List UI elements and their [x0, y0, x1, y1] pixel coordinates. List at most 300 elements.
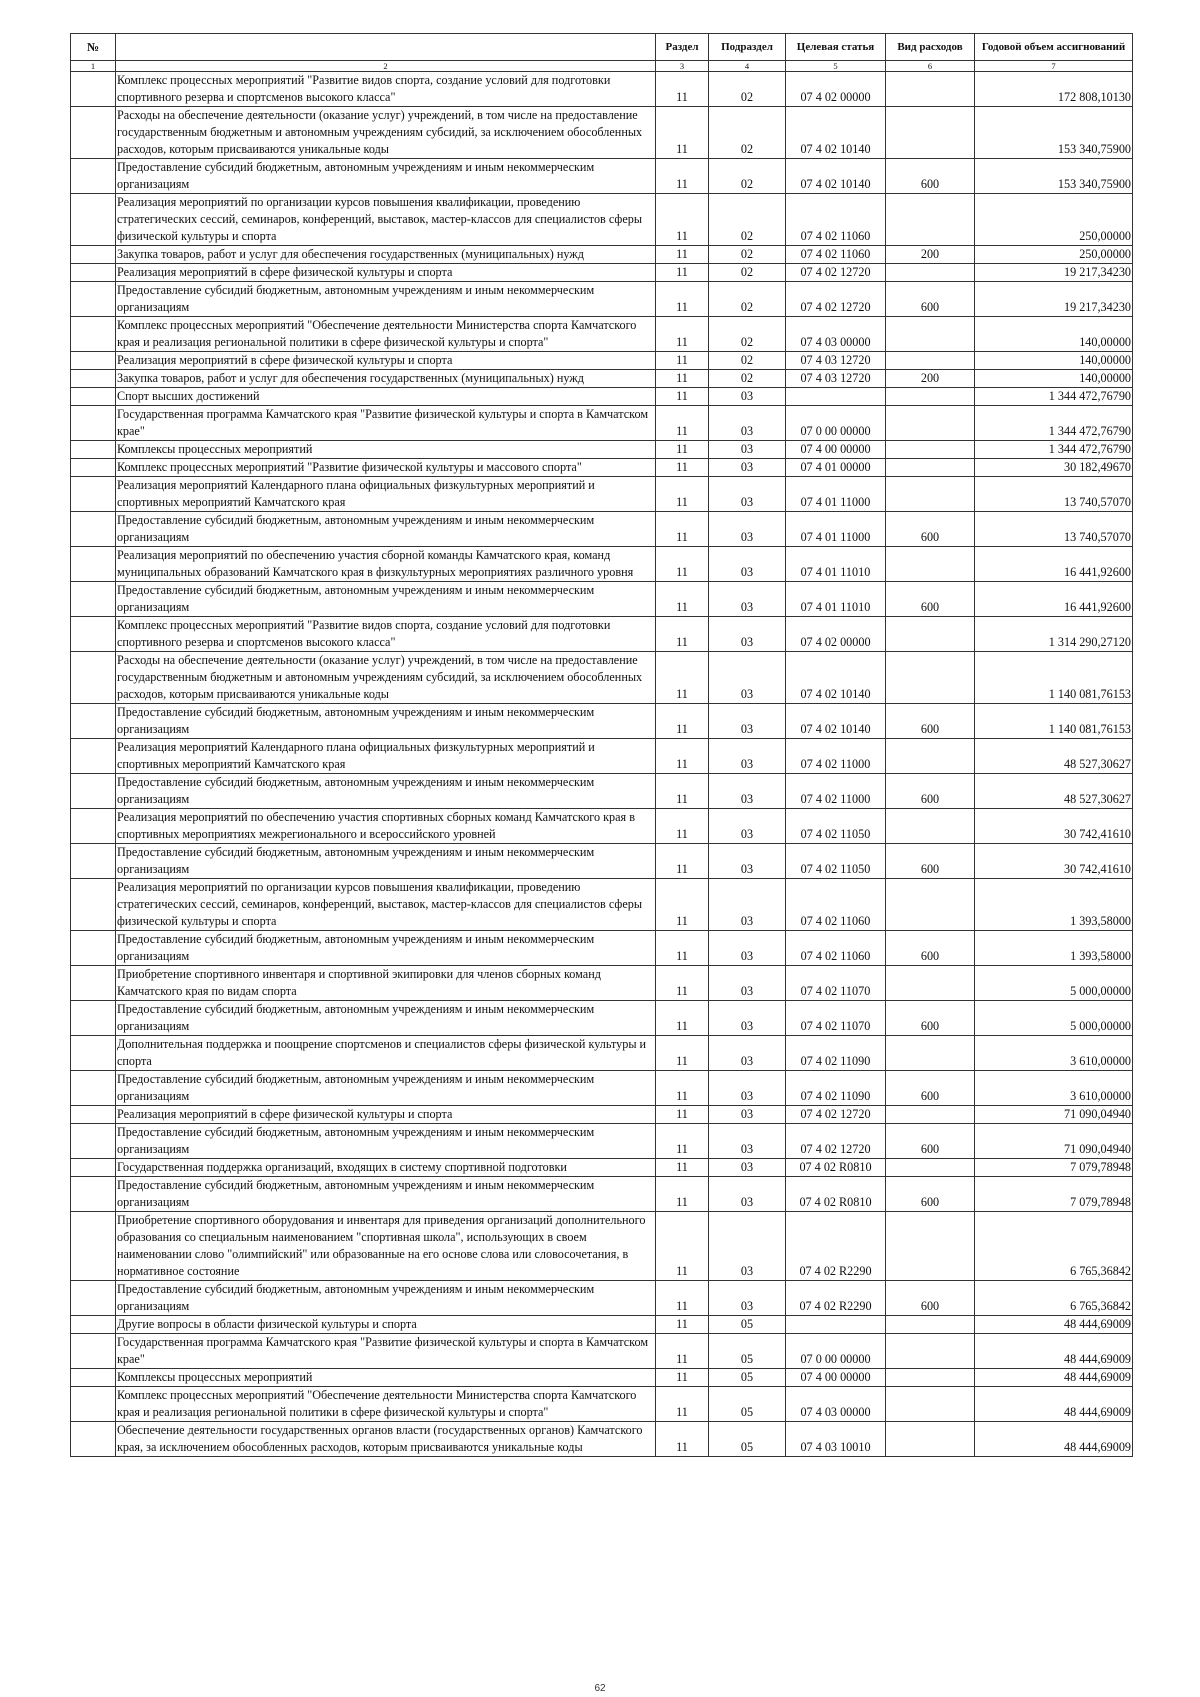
- cell-summa: 1 314 290,27120: [975, 617, 1133, 652]
- cell-razdel: 11: [656, 931, 709, 966]
- table-row: [71, 264, 1133, 282]
- table-row: [71, 582, 1133, 617]
- cell-summa: 250,00000: [975, 246, 1133, 264]
- table-row: [71, 739, 1133, 774]
- cell-razdel: 11: [656, 512, 709, 547]
- cell-summa: 16 441,92600: [975, 582, 1133, 617]
- cell-no: [71, 1036, 116, 1071]
- cell-summa: 1 140 081,76153: [975, 704, 1133, 739]
- cell-no: [71, 547, 116, 582]
- cell-summa: 71 090,04940: [975, 1124, 1133, 1159]
- cell-vid: [886, 388, 975, 406]
- cell-no: [71, 406, 116, 441]
- cell-celevaya: 07 0 00 00000: [786, 1334, 886, 1369]
- cell-celevaya: 07 4 02 11060: [786, 194, 886, 246]
- cell-razdel: 11: [656, 1036, 709, 1071]
- cell-vid: 600: [886, 774, 975, 809]
- cell-razdel: 11: [656, 774, 709, 809]
- table-row: [71, 617, 1133, 652]
- cell-no: [71, 1159, 116, 1177]
- table-row: [71, 1369, 1133, 1387]
- cell-celevaya: [786, 1316, 886, 1334]
- cell-celevaya: 07 4 01 11000: [786, 512, 886, 547]
- cell-name: Расходы на обеспечение деятельности (оказание услуг) учреждений, в том числе на предоставление государственным бюджетным и автономным учреждениям субсидий, за исключением обособленных расходов, которым присваиваются уникальные коды: [116, 652, 656, 704]
- cell-name: Реализация мероприятий по организации курсов повышения квалификации, проведению стратегических сессий, семинаров, конференций, выставок, мастер-классов для специалистов сферы физической культуры и спорта: [116, 194, 656, 246]
- cell-name: Закупка товаров, работ и услуг для обеспечения государственных (муниципальных) нужд: [116, 370, 656, 388]
- header-summa: Годовой объем ассигнований: [975, 34, 1133, 61]
- table-row: [71, 1387, 1133, 1422]
- cell-name: Реализация мероприятий в сфере физической культуры и спорта: [116, 264, 656, 282]
- cell-podrazdel: 03: [709, 582, 786, 617]
- cell-razdel: 11: [656, 1334, 709, 1369]
- cell-razdel: 11: [656, 1281, 709, 1316]
- cell-summa: 13 740,57070: [975, 477, 1133, 512]
- cell-vid: 600: [886, 1001, 975, 1036]
- cell-name: Спорт высших достижений: [116, 388, 656, 406]
- table-row: [71, 1106, 1133, 1124]
- cell-no: [71, 1387, 116, 1422]
- cell-summa: 5 000,00000: [975, 966, 1133, 1001]
- table-row: [71, 1071, 1133, 1106]
- cell-name: Приобретение спортивного оборудования и инвентаря для приведения организаций дополнительного образования со специальным наименованием "спортивная школа", использующих в своем наименовании слово "олимпийский" или образованные на его основе слова или словосочетания, в нормативное состояние: [116, 1212, 656, 1281]
- cell-celevaya: 07 4 02 R0810: [786, 1159, 886, 1177]
- cell-name: Государственная программа Камчатского края "Развитие физической культуры и спорта в Камчатском крае": [116, 406, 656, 441]
- cell-razdel: 11: [656, 441, 709, 459]
- cell-podrazdel: 02: [709, 282, 786, 317]
- table-header: [71, 34, 1133, 72]
- cell-razdel: 11: [656, 477, 709, 512]
- cell-vid: 600: [886, 1177, 975, 1212]
- cell-name: Предоставление субсидий бюджетным, автономным учреждениям и иным некоммерческим организациям: [116, 159, 656, 194]
- cell-razdel: 11: [656, 1124, 709, 1159]
- cell-no: [71, 844, 116, 879]
- cell-celevaya: 07 4 02 10140: [786, 704, 886, 739]
- cell-no: [71, 282, 116, 317]
- header-vid: Вид расходов: [886, 34, 975, 61]
- cell-no: [71, 441, 116, 459]
- cell-vid: [886, 547, 975, 582]
- cell-podrazdel: 03: [709, 406, 786, 441]
- cell-name: Государственная поддержка организаций, входящих в систему спортивной подготовки: [116, 1159, 656, 1177]
- cell-no: [71, 1334, 116, 1369]
- cell-vid: 600: [886, 282, 975, 317]
- cell-razdel: 11: [656, 1422, 709, 1457]
- cell-podrazdel: 05: [709, 1316, 786, 1334]
- cell-name: Предоставление субсидий бюджетным, автономным учреждениям и иным некоммерческим организациям: [116, 704, 656, 739]
- cell-celevaya: 07 4 03 00000: [786, 317, 886, 352]
- cell-razdel: 11: [656, 582, 709, 617]
- cell-podrazdel: 03: [709, 477, 786, 512]
- header-name: [116, 34, 656, 61]
- cell-name: Предоставление субсидий бюджетным, автономным учреждениям и иным некоммерческим организациям: [116, 1071, 656, 1106]
- cell-name: Предоставление субсидий бюджетным, автономным учреждениям и иным некоммерческим организациям: [116, 1177, 656, 1212]
- cell-podrazdel: 02: [709, 72, 786, 107]
- cell-podrazdel: 03: [709, 1071, 786, 1106]
- table-row: [71, 282, 1133, 317]
- cell-name: Комплекс процессных мероприятий "Обеспечение деятельности Министерства спорта Камчатского края и реализация региональной политики в сфере физической культуры и спорта": [116, 1387, 656, 1422]
- table-row: [71, 931, 1133, 966]
- cell-no: [71, 617, 116, 652]
- cell-summa: 48 444,69009: [975, 1387, 1133, 1422]
- table-row: [71, 459, 1133, 477]
- cell-no: [71, 370, 116, 388]
- cell-summa: 140,00000: [975, 370, 1133, 388]
- table-row: [71, 1316, 1133, 1334]
- cell-vid: [886, 406, 975, 441]
- cell-name: Реализация мероприятий по организации курсов повышения квалификации, проведению стратегических сессий, семинаров, конференций, выставок, мастер-классов для специалистов сферы физической культуры и спорта: [116, 879, 656, 931]
- cell-no: [71, 107, 116, 159]
- cell-no: [71, 582, 116, 617]
- cell-vid: 600: [886, 704, 975, 739]
- cell-summa: 19 217,34230: [975, 282, 1133, 317]
- cell-name: Комплекс процессных мероприятий "Развитие видов спорта, создание условий для подготовки спортивного резерва и спортсменов высокого класса": [116, 617, 656, 652]
- cell-summa: 1 393,58000: [975, 879, 1133, 931]
- cell-podrazdel: 03: [709, 966, 786, 1001]
- cell-no: [71, 966, 116, 1001]
- cell-no: [71, 317, 116, 352]
- cell-celevaya: 07 4 02 11090: [786, 1036, 886, 1071]
- cell-no: [71, 477, 116, 512]
- cell-vid: [886, 317, 975, 352]
- cell-razdel: 11: [656, 1212, 709, 1281]
- column-number: 6: [886, 61, 975, 72]
- cell-vid: 600: [886, 1281, 975, 1316]
- cell-summa: 1 140 081,76153: [975, 652, 1133, 704]
- cell-name: Предоставление субсидий бюджетным, автономным учреждениям и иным некоммерческим организациям: [116, 1001, 656, 1036]
- cell-vid: [886, 477, 975, 512]
- table-row: [71, 652, 1133, 704]
- cell-razdel: 11: [656, 1387, 709, 1422]
- cell-summa: 1 344 472,76790: [975, 441, 1133, 459]
- cell-summa: 30 182,49670: [975, 459, 1133, 477]
- cell-celevaya: 07 4 02 10140: [786, 652, 886, 704]
- cell-razdel: 11: [656, 1106, 709, 1124]
- cell-razdel: 11: [656, 246, 709, 264]
- cell-summa: 3 610,00000: [975, 1071, 1133, 1106]
- cell-summa: 1 393,58000: [975, 931, 1133, 966]
- cell-podrazdel: 03: [709, 512, 786, 547]
- cell-vid: [886, 441, 975, 459]
- cell-no: [71, 388, 116, 406]
- cell-podrazdel: 03: [709, 441, 786, 459]
- cell-razdel: 11: [656, 282, 709, 317]
- cell-no: [71, 704, 116, 739]
- cell-razdel: 11: [656, 72, 709, 107]
- cell-razdel: 11: [656, 1001, 709, 1036]
- cell-name: Предоставление субсидий бюджетным, автономным учреждениям и иным некоммерческим организациям: [116, 774, 656, 809]
- cell-podrazdel: 02: [709, 107, 786, 159]
- cell-razdel: 11: [656, 966, 709, 1001]
- column-number: 7: [975, 61, 1133, 72]
- cell-no: [71, 459, 116, 477]
- cell-summa: 48 444,69009: [975, 1422, 1133, 1457]
- cell-name: Реализация мероприятий в сфере физической культуры и спорта: [116, 352, 656, 370]
- cell-vid: [886, 107, 975, 159]
- cell-no: [71, 1124, 116, 1159]
- cell-summa: 1 344 472,76790: [975, 388, 1133, 406]
- cell-no: [71, 1212, 116, 1281]
- cell-no: [71, 512, 116, 547]
- cell-vid: 600: [886, 512, 975, 547]
- table-row: [71, 159, 1133, 194]
- cell-podrazdel: 02: [709, 264, 786, 282]
- cell-celevaya: 07 4 02 11070: [786, 966, 886, 1001]
- cell-podrazdel: 03: [709, 1124, 786, 1159]
- cell-celevaya: 07 4 02 12720: [786, 1124, 886, 1159]
- cell-vid: [886, 1334, 975, 1369]
- cell-name: Реализация мероприятий по обеспечению участия спортивных сборных команд Камчатского края в спортивных мероприятиях межрегионального и всероссийского уровней: [116, 809, 656, 844]
- cell-no: [71, 739, 116, 774]
- cell-celevaya: 07 4 03 12720: [786, 352, 886, 370]
- cell-celevaya: 07 4 02 12720: [786, 282, 886, 317]
- cell-no: [71, 1106, 116, 1124]
- cell-no: [71, 652, 116, 704]
- cell-vid: [886, 809, 975, 844]
- cell-podrazdel: 03: [709, 617, 786, 652]
- cell-no: [71, 1001, 116, 1036]
- cell-vid: [886, 264, 975, 282]
- cell-name: Приобретение спортивного инвентаря и спортивной экипировки для членов сборных команд Камчатского края по видам спорта: [116, 966, 656, 1001]
- cell-summa: 5 000,00000: [975, 1001, 1133, 1036]
- table-row: [71, 317, 1133, 352]
- cell-name: Предоставление субсидий бюджетным, автономным учреждениям и иным некоммерческим организациям: [116, 582, 656, 617]
- cell-podrazdel: 02: [709, 352, 786, 370]
- cell-vid: [886, 1369, 975, 1387]
- cell-vid: 600: [886, 582, 975, 617]
- cell-summa: 48 444,69009: [975, 1334, 1133, 1369]
- cell-podrazdel: 02: [709, 246, 786, 264]
- cell-vid: [886, 459, 975, 477]
- cell-vid: [886, 1106, 975, 1124]
- cell-razdel: 11: [656, 739, 709, 774]
- cell-vid: [886, 1316, 975, 1334]
- cell-name: Расходы на обеспечение деятельности (оказание услуг) учреждений, в том числе на предоставление государственным бюджетным и автономным учреждениям субсидий, за исключением обособленных расходов, которым присваиваются уникальные коды: [116, 107, 656, 159]
- cell-podrazdel: 05: [709, 1334, 786, 1369]
- cell-name: Предоставление субсидий бюджетным, автономным учреждениям и иным некоммерческим организациям: [116, 931, 656, 966]
- cell-summa: 48 527,30627: [975, 774, 1133, 809]
- cell-podrazdel: 03: [709, 809, 786, 844]
- budget-table: [70, 33, 1133, 1457]
- cell-celevaya: 07 4 00 00000: [786, 1369, 886, 1387]
- cell-summa: 13 740,57070: [975, 512, 1133, 547]
- table-row: [71, 352, 1133, 370]
- cell-razdel: 11: [656, 1369, 709, 1387]
- cell-no: [71, 264, 116, 282]
- cell-no: [71, 159, 116, 194]
- cell-podrazdel: 03: [709, 388, 786, 406]
- cell-vid: [886, 1387, 975, 1422]
- cell-summa: 7 079,78948: [975, 1177, 1133, 1212]
- cell-name: Комплекс процессных мероприятий "Обеспечение деятельности Министерства спорта Камчатского края и реализация региональной политики в сфере физической культуры и спорта": [116, 317, 656, 352]
- cell-podrazdel: 03: [709, 931, 786, 966]
- cell-celevaya: 07 4 02 11050: [786, 809, 886, 844]
- cell-no: [71, 879, 116, 931]
- cell-podrazdel: 03: [709, 547, 786, 582]
- cell-no: [71, 1316, 116, 1334]
- table-row: [71, 406, 1133, 441]
- cell-podrazdel: 03: [709, 774, 786, 809]
- cell-celevaya: 07 4 02 12720: [786, 1106, 886, 1124]
- cell-summa: 16 441,92600: [975, 547, 1133, 582]
- cell-razdel: 11: [656, 352, 709, 370]
- table-row: [71, 1422, 1133, 1457]
- cell-celevaya: 07 4 02 10140: [786, 159, 886, 194]
- cell-name: Комплекс процессных мероприятий "Развитие видов спорта, создание условий для подготовки спортивного резерва и спортсменов высокого класса": [116, 72, 656, 107]
- cell-podrazdel: 03: [709, 652, 786, 704]
- cell-name: Комплексы процессных мероприятий: [116, 1369, 656, 1387]
- table-row: [71, 477, 1133, 512]
- cell-summa: 6 765,36842: [975, 1212, 1133, 1281]
- column-number: 1: [71, 61, 116, 72]
- cell-summa: 48 527,30627: [975, 739, 1133, 774]
- header-razdel: Раздел: [656, 34, 709, 61]
- table-row: [71, 388, 1133, 406]
- cell-vid: 600: [886, 931, 975, 966]
- cell-no: [71, 352, 116, 370]
- cell-name: Реализация мероприятий по обеспечению участия сборной команды Камчатского края, команд муниципальных образований Камчатского края в физкультурных мероприятиях различного уровня: [116, 547, 656, 582]
- cell-no: [71, 809, 116, 844]
- column-number: 2: [116, 61, 656, 72]
- cell-no: [71, 1422, 116, 1457]
- cell-summa: 3 610,00000: [975, 1036, 1133, 1071]
- cell-vid: 600: [886, 159, 975, 194]
- cell-razdel: 11: [656, 459, 709, 477]
- cell-celevaya: 07 4 02 R2290: [786, 1212, 886, 1281]
- cell-summa: 172 808,10130: [975, 72, 1133, 107]
- cell-name: Предоставление субсидий бюджетным, автономным учреждениям и иным некоммерческим организациям: [116, 844, 656, 879]
- cell-vid: [886, 617, 975, 652]
- cell-celevaya: 07 4 02 10140: [786, 107, 886, 159]
- cell-name: Предоставление субсидий бюджетным, автономным учреждениям и иным некоммерческим организациям: [116, 1281, 656, 1316]
- cell-podrazdel: 03: [709, 844, 786, 879]
- cell-name: Реализация мероприятий Календарного плана официальных физкультурных мероприятий и спортивных мероприятий Камчатского края: [116, 739, 656, 774]
- cell-razdel: 11: [656, 879, 709, 931]
- page-number: 62: [594, 1683, 606, 1694]
- cell-celevaya: 07 4 02 11070: [786, 1001, 886, 1036]
- cell-name: Предоставление субсидий бюджетным, автономным учреждениям и иным некоммерческим организациям: [116, 512, 656, 547]
- cell-razdel: 11: [656, 317, 709, 352]
- cell-summa: 19 217,34230: [975, 264, 1133, 282]
- table-row: [71, 72, 1133, 107]
- cell-vid: [886, 739, 975, 774]
- table-row: [71, 774, 1133, 809]
- cell-celevaya: 07 4 02 11060: [786, 879, 886, 931]
- table-row: [71, 809, 1133, 844]
- cell-summa: 7 079,78948: [975, 1159, 1133, 1177]
- cell-summa: 153 340,75900: [975, 159, 1133, 194]
- table-row: [71, 966, 1133, 1001]
- table-row: [71, 441, 1133, 459]
- cell-vid: 200: [886, 370, 975, 388]
- cell-podrazdel: 03: [709, 739, 786, 774]
- table-row: [71, 547, 1133, 582]
- cell-no: [71, 1177, 116, 1212]
- cell-celevaya: 07 4 02 11050: [786, 844, 886, 879]
- column-number: 5: [786, 61, 886, 72]
- cell-razdel: 11: [656, 159, 709, 194]
- cell-celevaya: 07 4 02 12720: [786, 264, 886, 282]
- cell-vid: 600: [886, 1071, 975, 1106]
- cell-razdel: 11: [656, 844, 709, 879]
- cell-razdel: 11: [656, 617, 709, 652]
- cell-name: Закупка товаров, работ и услуг для обеспечения государственных (муниципальных) нужд: [116, 246, 656, 264]
- cell-name: Комплекс процессных мероприятий "Развитие физической культуры и массового спорта": [116, 459, 656, 477]
- cell-summa: 140,00000: [975, 317, 1133, 352]
- cell-podrazdel: 05: [709, 1387, 786, 1422]
- cell-celevaya: 07 4 00 00000: [786, 441, 886, 459]
- cell-vid: [886, 879, 975, 931]
- cell-razdel: 11: [656, 406, 709, 441]
- column-number-row: [71, 61, 1133, 72]
- cell-razdel: 11: [656, 1316, 709, 1334]
- cell-celevaya: 07 4 02 R0810: [786, 1177, 886, 1212]
- cell-vid: [886, 72, 975, 107]
- cell-razdel: 11: [656, 547, 709, 582]
- cell-podrazdel: 03: [709, 1177, 786, 1212]
- cell-podrazdel: 03: [709, 1036, 786, 1071]
- cell-celevaya: 07 4 02 11090: [786, 1071, 886, 1106]
- cell-podrazdel: 03: [709, 459, 786, 477]
- cell-no: [71, 246, 116, 264]
- cell-summa: 30 742,41610: [975, 809, 1133, 844]
- cell-no: [71, 1369, 116, 1387]
- cell-razdel: 11: [656, 388, 709, 406]
- table-row: [71, 1334, 1133, 1369]
- cell-celevaya: 07 4 01 11010: [786, 547, 886, 582]
- cell-vid: [886, 652, 975, 704]
- cell-name: Предоставление субсидий бюджетным, автономным учреждениям и иным некоммерческим организациям: [116, 282, 656, 317]
- cell-vid: [886, 1212, 975, 1281]
- cell-summa: 48 444,69009: [975, 1316, 1133, 1334]
- cell-celevaya: 07 4 02 00000: [786, 72, 886, 107]
- table-row: [71, 512, 1133, 547]
- table-row: [71, 844, 1133, 879]
- cell-podrazdel: 03: [709, 1159, 786, 1177]
- table-row: [71, 194, 1133, 246]
- cell-celevaya: 07 4 02 00000: [786, 617, 886, 652]
- cell-celevaya: 07 0 00 00000: [786, 406, 886, 441]
- cell-celevaya: 07 4 02 11000: [786, 774, 886, 809]
- cell-vid: 600: [886, 1124, 975, 1159]
- cell-summa: 6 765,36842: [975, 1281, 1133, 1316]
- table-row: [71, 1281, 1133, 1316]
- table-row: [71, 1124, 1133, 1159]
- cell-no: [71, 774, 116, 809]
- header-no: №: [71, 34, 116, 61]
- cell-name: Обеспечение деятельности государственных органов власти (государственных органов) Камчатского края, за исключением обособленных расходов, которым присваиваются уникальные коды: [116, 1422, 656, 1457]
- cell-razdel: 11: [656, 370, 709, 388]
- cell-podrazdel: 03: [709, 1212, 786, 1281]
- cell-vid: [886, 1422, 975, 1457]
- cell-no: [71, 931, 116, 966]
- cell-celevaya: 07 4 02 11060: [786, 246, 886, 264]
- cell-podrazdel: 03: [709, 704, 786, 739]
- cell-name: Реализация мероприятий в сфере физической культуры и спорта: [116, 1106, 656, 1124]
- cell-razdel: 11: [656, 194, 709, 246]
- cell-no: [71, 194, 116, 246]
- cell-razdel: 11: [656, 1177, 709, 1212]
- cell-name: Другие вопросы в области физической культуры и спорта: [116, 1316, 656, 1334]
- column-number: 3: [656, 61, 709, 72]
- column-number: 4: [709, 61, 786, 72]
- cell-razdel: 11: [656, 107, 709, 159]
- cell-podrazdel: 02: [709, 159, 786, 194]
- table-row: [71, 370, 1133, 388]
- cell-summa: 48 444,69009: [975, 1369, 1133, 1387]
- cell-podrazdel: 05: [709, 1422, 786, 1457]
- cell-celevaya: 07 4 01 00000: [786, 459, 886, 477]
- table-body: [71, 72, 1133, 1457]
